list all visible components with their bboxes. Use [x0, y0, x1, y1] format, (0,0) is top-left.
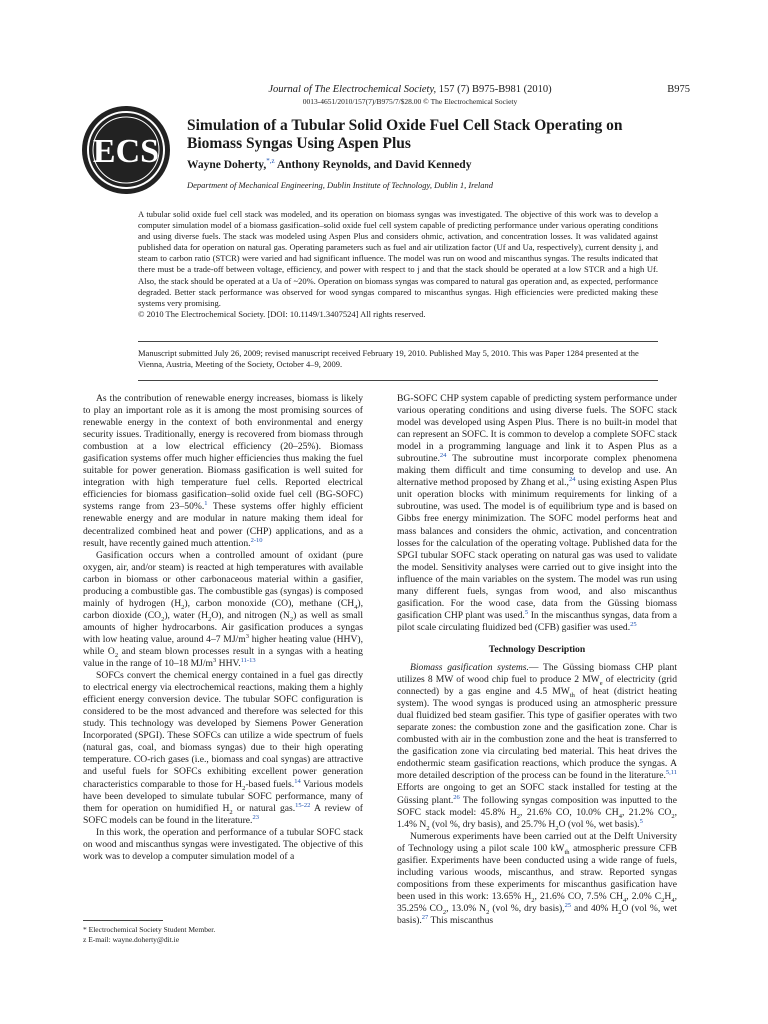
footnote-student-member: * Electrochemical Society Student Member.: [83, 925, 216, 934]
paragraph: Gasification occurs when a controlled amount of oxidant (pure oxygen, air, and/or steam) is reacted at high temperatures with available carbon in biomass or other carbonaceous material within a gasifier, producing a combustible gas. The combustible gas (syngas) is composed mainly of hydrogen $(H_2)$, carbon monoxide (CO), methane $(CH_4)$, carbon dioxide $(CO_2)$, water $(H_2O)$, and nitrogen $(N_2)$ as well as small amounts of higher hydrocarbons. Air gasification produces a syngas with low heating value, around 4–7 $MJ/m^3$ higher heating value (HHV), while $O_2$ and steam blown processes result in a syngas with a heating value in the range of 10–18 $MJ/m^3$ HHV.$^{11-13}$: [83, 549, 364, 670]
author-doherty: Wayne Doherty,: [187, 158, 267, 171]
footnote-rule: [83, 920, 163, 921]
abstract-text: A tubular solid oxide fuel cell stack was modeled, and its operation on biomass syngas was investigated. The objective of this work was to develop a computer simulation model of a biomass gasification–solid oxide fuel cell system capable of predicting performance under various operating conditions and using diverse fuels. The stack was modeled using Aspen Plus and considers ohmic, activation, and concentration losses. It was validated against published data for operation on natural gas. Operating parameters such as fuel and air utilization factor (Uf and Ua, respectively), current density j, and steam to carbon ratio (STCR) were varied and had significant influence. The model was run on wood and miscanthus syngas. The results indicated that there must be a trade-off between voltage, efficiency, and power with respect to j and that the stack should be operated at a low STCR and a high Uf. Also, the stack should be operated at a Ua of ~20%. Operation on biomass syngas was compared to natural gas operation and, as expected, performance degraded. Better stack performance was observed for wood syngas compared to miscanthus syngas. High efficiencies were predicted making these systems very promising.: [138, 209, 658, 308]
journal-name: Journal of The Electrochemical Society,: [268, 84, 437, 95]
paragraph: Numerous experiments have been carried out at the Delft University of Technology using a pilot scale 100 $kW_{th}$ atmospheric pressure CFB gasifier. Experiments have been conducted using a wide range of fuels, including various woods, miscanthus, and straw. Reported syngas compositions from these experiments for miscanthus gasification have been used in this work: 13.65% $H_2$, 21.6% CO, 7.5% $CH_4$, 2.0% $C_2H_4$, 35.25% $CO_2$, 13.0% $N_2$ (vol %, dry basis),$^{25}$ and 40% $H_2O$ (vol %, wet basis).$^{27}$ This miscanthus: [397, 830, 678, 926]
right-column: [397, 393, 677, 927]
manuscript-info: Manuscript submitted July 26, 2009; revised manuscript received February 19, 2010. Published May 5, 2010. This was Paper 1284 presented at the Vienna, Austria, Meeting of the Society, October 4–9, 2009.: [138, 348, 639, 370]
footnote-email[interactable]: z E-mail: wayne.doherty@dit.ie: [83, 935, 180, 944]
page-number: B975: [667, 84, 690, 95]
affiliation: Department of Mechanical Engineering, Dublin Institute of Technology, Dublin 1, Ireland: [187, 180, 494, 190]
left-column: [83, 393, 363, 863]
divider: [138, 380, 658, 381]
journal-reference: 157 (7) B975-B981 (2010): [438, 84, 552, 95]
logo-text: ECS: [92, 133, 160, 170]
paragraph: As the contribution of renewable energy increases, biomass is likely to play an important role as it is among the most promising sources of renewable energy in the context of both environmental and energy security issues. Traditionally, energy is recovered from biomass through combustion at a low electrical efficiency (20–25%). Biomass gasification systems offer much higher efficiencies thus making the fuel suitable for power generation. Biomass gasification is well suited for integration with high temperature fuel cells. Reported electrical efficiencies for biomass gasification–solid oxide fuel cell (BG-SOFC) systems range from 23–50%.$^1$ These systems offer highly efficient renewable energy and are modular in nature making them ideal for decentralized combined heat and power (CHP) applications, and as a result, have recently gained much attention.$^{2-10}$: [83, 393, 363, 549]
abstract: [138, 209, 658, 320]
paragraph: Biomass gasification systems.— The Güssing biomass CHP plant utilizes 8 MW of wood chip fuel to produce 2 $MW_e$ of electricity (grid connected) by a gas engine and 4.5 $MW_{th}$ of heat (district heating system). The wood syngas is produced using an atmospheric pressure dual fluidized bed steam gasifier. This type of gasifier operates with two separate zones: the combustion zone and the gasification zone. Char is combusted with air in the combustion zone and the heat is transferred to the gasification zone via circulating bed material. This heat drives the endothermic steam gasification reactions, which produce the syngas. A more detailed description of the process can be found in the literature.$^{5,11}$ Efforts are ongoing to get an SOFC stack installed for testing at the Güssing plant.$^{26}$ The following syngas composition was inputted to the SOFC stack model: 45.8% $H_2$, 21.6% CO, 10.0% $CH_4$, 21.2% $CO_2$, 1.4% $N_2$ (vol %, dry basis), and 25.7% $H_2O$ (vol %, wet basis).$^5$: [397, 661, 678, 832]
author-list: [187, 157, 657, 171]
authors-rest: Anthony Reynolds, and David Kennedy: [276, 158, 472, 171]
section-heading: Technology Description: [488, 643, 586, 655]
paragraph: SOFCs convert the chemical energy contained in a fuel gas directly to electrical energy via electrochemical reactions, making them a highly efficient energy conversion device. The tubular SOFC configuration is considered to be the most advanced and therefore was selected for this study. This technology was developed by Siemens Power Generation Incorporated (SPGI). These SOFCs can utilize a wide spectrum of fuels (natural gas, coal, and biomass syngas) due to their high operating temperature. CO-rich gases (i.e., biomass and coal syngas) are attractive and useful fuels for SOFCs exhibiting excellent power generation characteristics comparable to those for $H_2$-based fuels.$^{14}$ Various models have been developed to simulate tubular SOFC performance, many of them for operation on humidified $H_2$ or natural gas.$^{15-22}$ A review of SOFC models can be found in the literature.$^{23}$: [83, 670, 364, 826]
paragraph: BG-SOFC CHP system capable of predicting system performance under various operating conditions and using diverse fuels. The SOFC stack model was developed using Aspen Plus. There is no built-in model that can represent an SOFC. It is common to develop a complete SOFC stack model in a programming language and link it to Aspen Plus as a subroutine.$^{24}$ The subroutine must incorporate complex phenomena making them difficult and time consuming to develop and use. An alternative method proposed by Zhang et al.,$^{24}$ using existing Aspen Plus unit operation blocks with minimum requirements for linking of a subroutine, was used. The model is of equilibrium type and is based on Gibbs free energy minimization. The SOFC model performs heat and mass balances and considers the ohmic, activation, and concentration losses for the calculation of the operating voltage. Published data for the SPGI tubular SOFC stack operating on natural gas was used to validate the model. Sensitivity analyses were carried out to give insight into the influence of the main variables on the system. The model was run using many different fuels, syngas from wood, and also miscanthus gasification. For the wood case, data from the Güssing biomass gasification CHP plant was used.$^5$ In the miscanthus syngas, data from a pilot scale circulating fluidized bed (CFB) gasifier was used.$^{25}$: [397, 393, 677, 633]
ecs-logo: [80, 104, 172, 196]
journal-citation: [200, 84, 620, 95]
divider: [138, 341, 658, 342]
copyright-line: © 2010 The Electrochemical Society. [DOI: 10.1149/1.3407524] All rights reserved.: [138, 308, 426, 319]
author-marks[interactable]: *,z: [266, 157, 275, 165]
paragraph: In this work, the operation and performance of a tubular SOFC stack on wood and miscanthus syngas were investigated. The objective of this work was to develop a computer simulation model of a: [83, 826, 363, 862]
issn-line: 0013-4651/2010/157(7)/B975/7/$28.00 © The Electrochemical Society: [302, 97, 518, 106]
footnotes: [83, 925, 363, 945]
article-title: Simulation of a Tubular Solid Oxide Fuel Cell Stack Operating on Biomass Syngas Using Aspen Plus: [187, 117, 623, 152]
